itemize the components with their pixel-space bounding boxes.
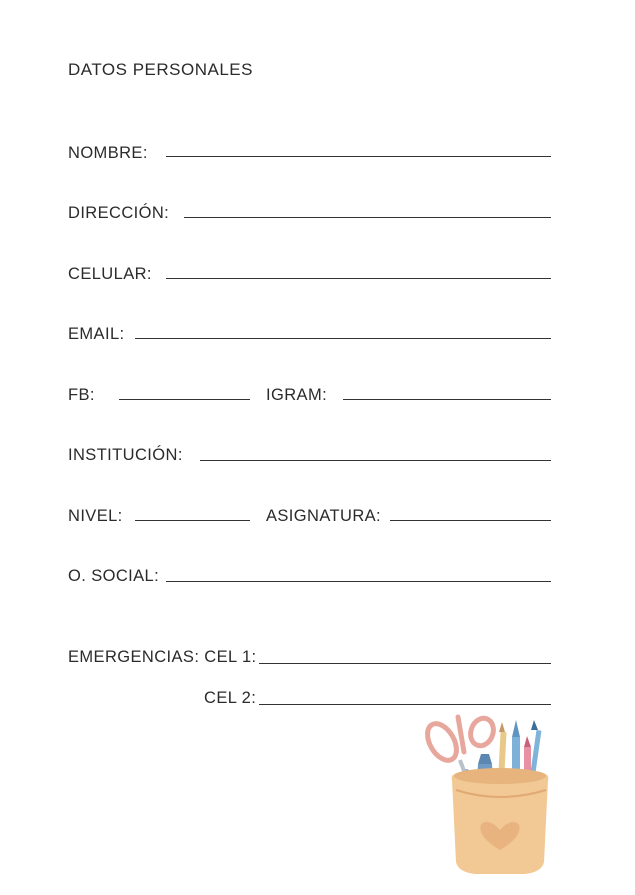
obra-social-field[interactable] <box>166 581 551 582</box>
igram-field[interactable] <box>343 399 551 400</box>
cel2-label: CEL 2: <box>204 689 257 707</box>
igram-label: IGRAM: <box>266 386 328 404</box>
fb-label: FB: <box>68 386 95 404</box>
celular-field[interactable] <box>166 278 551 279</box>
celular-label: CELULAR: <box>68 265 152 283</box>
emergencias-cel1-field[interactable] <box>259 663 551 664</box>
direccion-label: DIRECCIÓN: <box>68 204 170 222</box>
nivel-label: NIVEL: <box>68 507 123 525</box>
page-title: DATOS PERSONALES <box>68 60 253 79</box>
direccion-field[interactable] <box>184 217 551 218</box>
email-field[interactable] <box>135 338 551 339</box>
nombre-field[interactable] <box>166 156 551 157</box>
asignatura-label: ASIGNATURA: <box>266 507 382 525</box>
pencil-cup-icon <box>420 712 560 877</box>
asignatura-field[interactable] <box>390 520 551 521</box>
nivel-field[interactable] <box>135 520 250 521</box>
emergencias-label: EMERGENCIAS: CEL 1: <box>68 648 257 666</box>
nombre-label: NOMBRE: <box>68 144 148 162</box>
fb-field[interactable] <box>119 399 250 400</box>
emergencias-cel2-field[interactable] <box>259 704 551 705</box>
institucion-field[interactable] <box>200 460 551 461</box>
obra-social-label: O. SOCIAL: <box>68 567 160 585</box>
institucion-label: INSTITUCIÓN: <box>68 446 183 464</box>
email-label: EMAIL: <box>68 325 125 343</box>
